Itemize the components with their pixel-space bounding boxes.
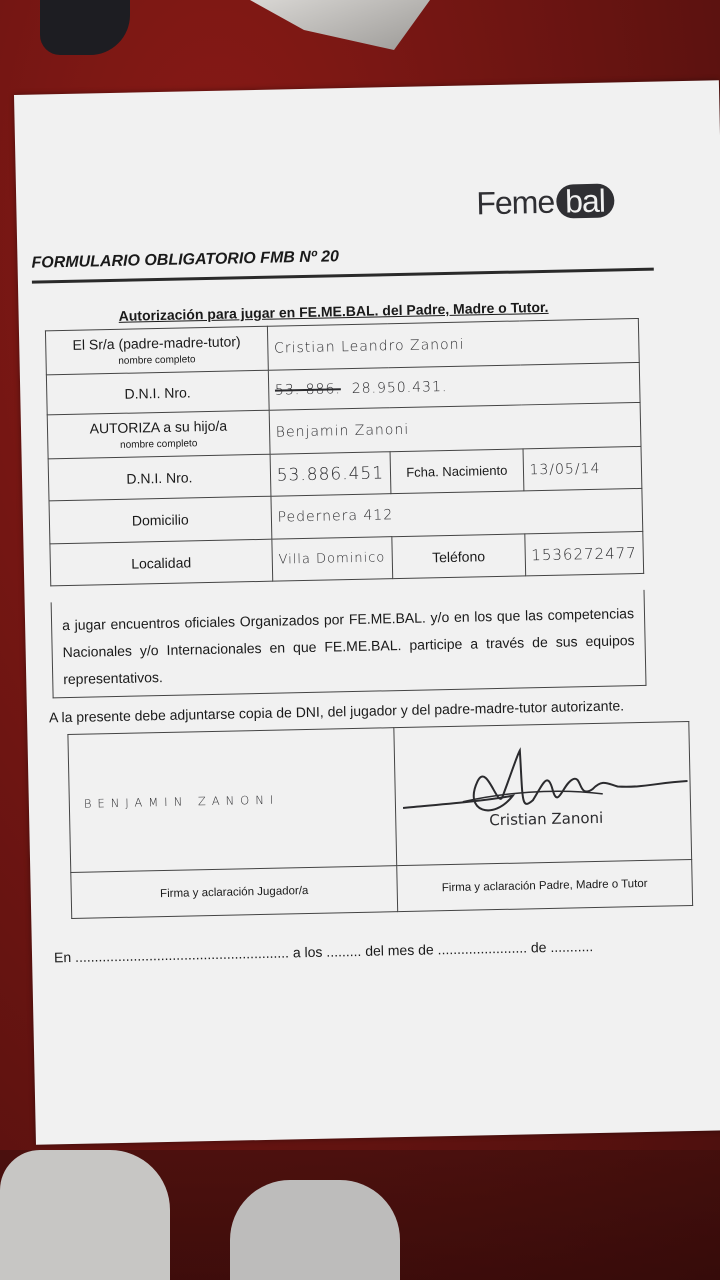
parent-name-field[interactable]: Cristian Leandro Zanoni [267, 318, 639, 370]
authorization-text: a jugar encuentros oficiales Organizados por FE.ME.BAL. y/o en los que las competencias Nacionales y/o Internacionales en que FE.ME.BAL. participe a través de sus equipos representativos. [51, 590, 647, 698]
parent-label-cell [45, 326, 268, 375]
footer-del-mes-de: del mes de [365, 941, 434, 959]
signature-scribble [402, 736, 694, 852]
player-signature-field[interactable]: BENJAMIN ZANONI [68, 728, 397, 873]
background-shoe [0, 1150, 170, 1280]
logo-pill: bal [556, 183, 614, 218]
parent-sublabel: nombre completo [118, 354, 196, 367]
logo-text: Feme [475, 183, 555, 222]
parent-signature-caption: Firma y aclaración Padre, Madre o Tutor [397, 859, 693, 911]
form-sheet [14, 80, 720, 1145]
parent-dni-label: D.N.I. Nro. [46, 370, 269, 415]
footer-a-los: a los [292, 943, 323, 961]
birth-date-field[interactable]: 13/05/14 [523, 446, 642, 490]
phone-field[interactable]: 1536272477 [524, 531, 643, 575]
child-dni-label: D.N.I. Nro. [48, 454, 271, 501]
child-name-field[interactable]: Benjamin Zanoni [269, 402, 641, 454]
parent-dni-value: 28.950.431. [351, 378, 448, 397]
parent-signature [396, 731, 690, 857]
child-dni-field[interactable]: 53.886.451 [270, 452, 391, 497]
background-shoe [230, 1180, 400, 1280]
day-blank[interactable]: ......... [326, 942, 366, 960]
footer-en: En [53, 948, 72, 966]
child-label-cell [47, 410, 270, 459]
address-field[interactable]: Pedernera 412 [271, 488, 643, 539]
signature-table [67, 721, 693, 919]
attachment-note: A la presente debe adjuntarse copia de DNI, del jugador y del padre-madre-tutor autorizante. [48, 697, 625, 726]
parent-signature-name: Cristian Zanoni [489, 808, 604, 829]
birth-date-label: Fcha. Nacimiento [390, 449, 523, 494]
parent-label: El Sr/a (padre-madre-tutor) [72, 333, 241, 353]
footer-de: de [530, 939, 547, 956]
phone-label: Teléfono [392, 534, 525, 579]
child-sublabel: nombre completo [119, 438, 198, 451]
table-row [68, 722, 692, 873]
parent-dni-struck: 53. 886. [274, 380, 341, 399]
parent-signature-field[interactable] [394, 722, 692, 866]
address-label: Domicilio [49, 496, 272, 544]
place-date-line [54, 938, 593, 965]
form-title: FORMULARIO OBLIGATORIO FMB Nº 20 [31, 248, 340, 272]
city-field[interactable]: Villa Dominico [272, 537, 393, 582]
month-blank[interactable]: ....................... [437, 939, 532, 958]
year-blank[interactable]: ........... [550, 938, 594, 955]
place-blank[interactable]: ....................................................... [74, 944, 294, 965]
form-subtitle: Autorización para jugar en FE.ME.BAL. del Padre, Madre o Tutor. [118, 298, 549, 324]
city-label: Localidad [50, 539, 273, 586]
authorization-table [45, 318, 644, 586]
child-label: AUTORIZA a su hijo/a [89, 417, 228, 437]
femebal-logo [476, 182, 614, 222]
player-signature-caption: Firma y aclaración Jugador/a [71, 866, 398, 919]
